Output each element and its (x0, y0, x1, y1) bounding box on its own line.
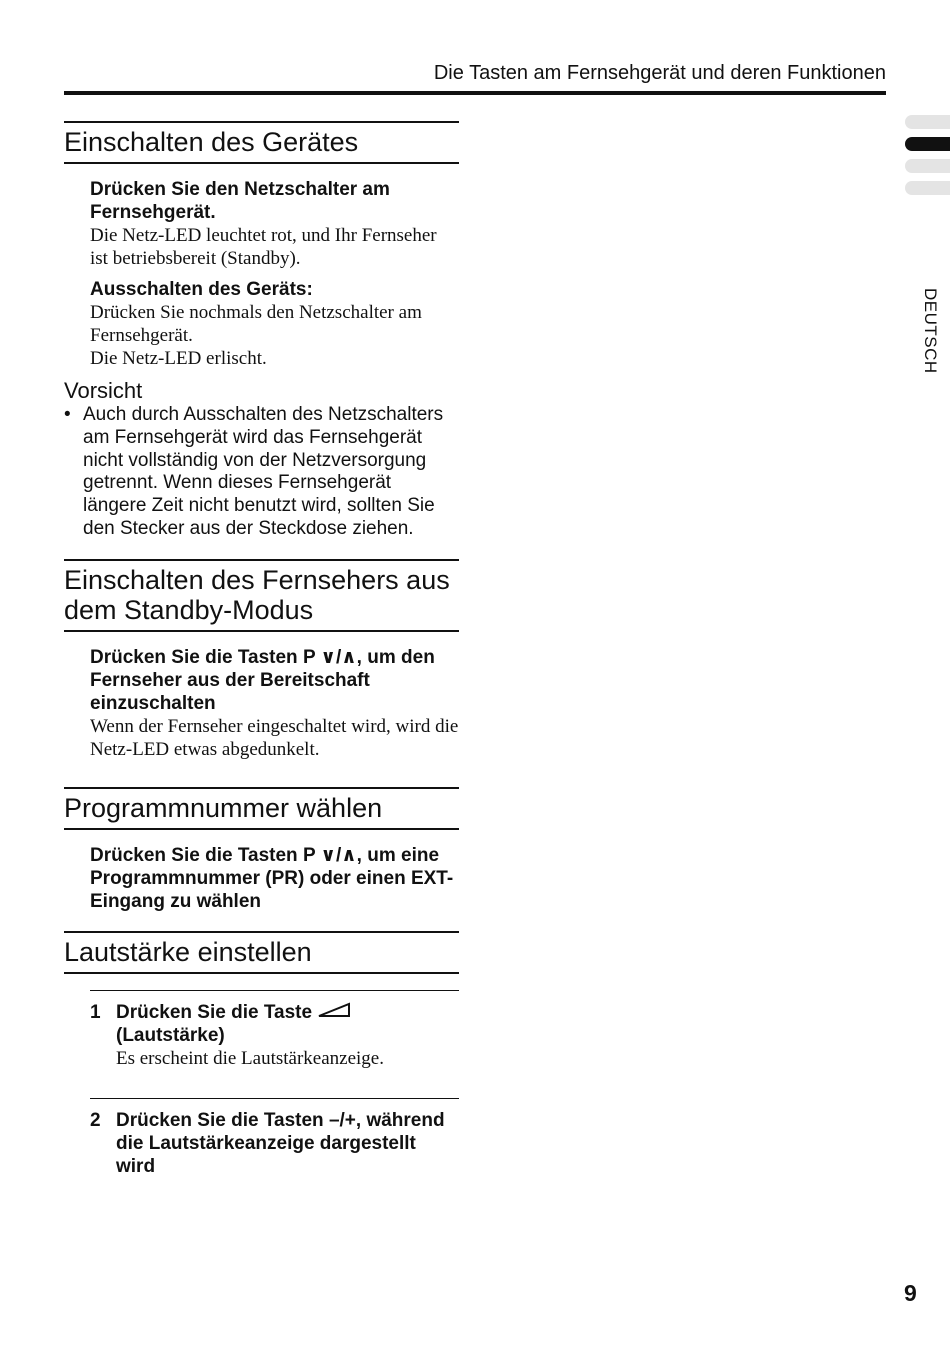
step-number: 1 (90, 1001, 101, 1023)
program-block (64, 844, 459, 913)
volume-step (90, 991, 459, 1078)
section-tab-active (905, 137, 950, 151)
page-number: 9 (904, 1280, 917, 1306)
caution-text: Auch durch Ausschalten des Netzschalters am Fernsehgerät wird das Fernsehgerät nicht vollständig von der Netzversorgung getrennt. Wenn dieses Fernsehgerät längere Zeit nicht benutzt wird, sollten Sie den Stecker aus der Steckdose ziehen. (83, 404, 444, 539)
standby-instruction: Drücken Sie die Tasten P ∨/∧, um den Fernseher aus der Bereitschaft einzuschalten (90, 646, 435, 714)
caution-title: Vorsicht (64, 378, 143, 403)
section-title-volume: Lautstärke einstellen (64, 931, 459, 974)
header-rule (64, 91, 886, 95)
step-instruction-suffix: (Lautstärke) (116, 1025, 225, 1047)
power-off-heading: Ausschalten des Geräts: (90, 279, 313, 300)
section-tab (905, 115, 950, 129)
caution-bullet (64, 404, 459, 541)
volume-steps (90, 990, 459, 1178)
section-tabs (905, 115, 950, 203)
step-body: Es erscheint die Lautstärkeanzeige. (116, 1048, 384, 1070)
volume-step (90, 1098, 459, 1178)
standby-block (64, 646, 459, 761)
step-number: 2 (90, 1110, 101, 1132)
volume-icon (317, 1001, 351, 1024)
power-on-body: Die Netz-LED leuchtet rot, und Ihr Fernseher ist betriebsbereit (Standby). (90, 225, 437, 269)
section-title-program: Programmnummer wählen (64, 787, 459, 830)
program-instruction: Drücken Sie die Tasten P ∨/∧, um eine Programmnummer (PR) oder einen EXT-Eingang zu wählen (90, 844, 454, 912)
running-header-title: Die Tasten am Fernsehgerät und deren Funktionen (433, 62, 886, 84)
section-tab (905, 181, 950, 195)
section-title-power-on: Einschalten des Gerätes (64, 121, 459, 164)
step-instruction (116, 1001, 459, 1047)
main-column (64, 121, 459, 1178)
step-instruction-text: Drücken Sie die Taste (116, 1001, 313, 1023)
power-on-block (64, 178, 459, 370)
language-tab-label: DEUTSCH (921, 288, 940, 374)
standby-body: Wenn der Fernseher eingeschaltet wird, wird die Netz-LED etwas abgedunkelt. (90, 715, 459, 760)
power-on-instruction: Drücken Sie den Netzschalter am Fernsehgerät. (90, 179, 390, 223)
power-off-body-1: Drücken Sie nochmals den Netzschalter am Fernsehgerät. (90, 302, 422, 346)
section-title-standby: Einschalten des Fernsehers aus dem Standby-Modus (64, 559, 459, 632)
section-tab (905, 159, 950, 173)
bullet-dot: • (64, 404, 71, 425)
power-off-body-2: Die Netz-LED erlischt. (90, 348, 267, 369)
step-instruction: Drücken Sie die Tasten –/+, während die Lautstärkeanzeige dargestellt wird (116, 1110, 445, 1178)
